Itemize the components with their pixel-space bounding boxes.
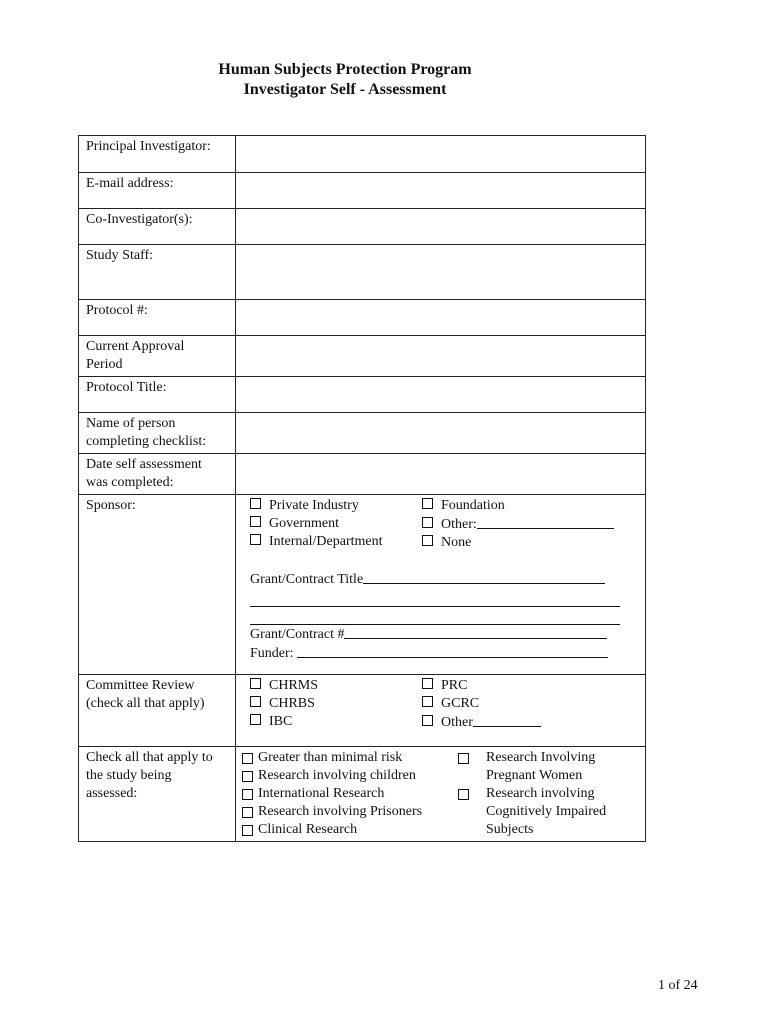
checkbox-icon[interactable] bbox=[422, 678, 433, 689]
committee-ibc[interactable]: IBC bbox=[250, 713, 422, 731]
grant-title-blank-line-2[interactable] bbox=[250, 589, 620, 607]
applies-research-prisoners[interactable]: Research involving Prisoners bbox=[242, 803, 458, 821]
committee-chrms[interactable]: CHRMS bbox=[250, 677, 422, 695]
checkbox-icon[interactable] bbox=[422, 696, 433, 707]
row-study-applies bbox=[79, 747, 646, 842]
row-co-investigators bbox=[79, 209, 646, 245]
date-completed-label: Date self assessment was completed: bbox=[79, 454, 236, 495]
applies-research-children[interactable]: Research involving children bbox=[242, 767, 458, 785]
checkbox-icon[interactable] bbox=[458, 789, 469, 800]
checkbox-icon[interactable] bbox=[242, 771, 253, 782]
grant-number-blank[interactable] bbox=[344, 625, 607, 639]
form-title-line-2: Investigator Self - Assessment bbox=[243, 81, 447, 98]
committee-prc[interactable]: PRC bbox=[422, 677, 541, 695]
co-investigators-label: Co-Investigator(s): bbox=[79, 209, 236, 245]
row-sponsor bbox=[79, 495, 646, 675]
committee-other[interactable]: Other bbox=[422, 713, 541, 732]
protocol-number-field[interactable] bbox=[236, 300, 646, 336]
principal-investigator-label: Principal Investigator: bbox=[79, 136, 236, 173]
applies-international-research[interactable]: International Research bbox=[242, 785, 458, 803]
row-principal-investigator bbox=[79, 136, 646, 173]
date-completed-field[interactable] bbox=[236, 454, 646, 495]
study-applies-field bbox=[236, 747, 646, 842]
committee-other-blank[interactable] bbox=[473, 713, 541, 727]
email-label: E-mail address: bbox=[79, 173, 236, 209]
checkbox-icon[interactable] bbox=[458, 753, 469, 764]
email-field[interactable] bbox=[236, 173, 646, 209]
funder-blank[interactable] bbox=[297, 644, 608, 658]
sponsor-label: Sponsor: bbox=[79, 495, 236, 675]
applies-pregnant-women[interactable]: Research Involving Pregnant Women bbox=[458, 749, 606, 785]
co-investigators-field[interactable] bbox=[236, 209, 646, 245]
sponsor-foundation[interactable]: Foundation bbox=[422, 497, 614, 515]
row-protocol-number bbox=[79, 300, 646, 336]
page-number: 1 of 24 bbox=[658, 978, 698, 993]
assessment-form-table bbox=[78, 135, 646, 842]
protocol-title-field[interactable] bbox=[236, 377, 646, 413]
study-applies-label: Check all that apply to the study being assessed: bbox=[79, 747, 236, 842]
protocol-number-label: Protocol #: bbox=[79, 300, 236, 336]
principal-investigator-field[interactable] bbox=[236, 136, 646, 173]
applies-clinical-research[interactable]: Clinical Research bbox=[242, 821, 458, 839]
grant-title-row: Grant/Contract Title bbox=[250, 570, 638, 589]
grant-title-blank-line-3[interactable] bbox=[250, 607, 620, 625]
person-completing-field[interactable] bbox=[236, 413, 646, 454]
form-title-line-1: Human Subjects Protection Program bbox=[218, 61, 472, 78]
checkbox-icon[interactable] bbox=[422, 715, 433, 726]
checkbox-icon[interactable] bbox=[422, 517, 433, 528]
row-date-completed bbox=[79, 454, 646, 495]
row-person-completing bbox=[79, 413, 646, 454]
checkbox-icon[interactable] bbox=[250, 516, 261, 527]
checkbox-icon[interactable] bbox=[422, 498, 433, 509]
sponsor-private-industry[interactable]: Private Industry bbox=[250, 497, 422, 515]
checkbox-icon[interactable] bbox=[250, 498, 261, 509]
applies-greater-than-minimal-risk[interactable]: Greater than minimal risk bbox=[242, 749, 458, 767]
checkbox-icon[interactable] bbox=[242, 807, 253, 818]
sponsor-other[interactable]: Other: bbox=[422, 515, 614, 534]
row-protocol-title bbox=[79, 377, 646, 413]
study-staff-label: Study Staff: bbox=[79, 245, 236, 300]
checkbox-icon[interactable] bbox=[242, 753, 253, 764]
study-staff-field[interactable] bbox=[236, 245, 646, 300]
protocol-title-label: Protocol Title: bbox=[79, 377, 236, 413]
funder-row: Funder: bbox=[250, 644, 638, 663]
grant-title-blank[interactable] bbox=[363, 570, 605, 584]
committee-review-field bbox=[236, 675, 646, 747]
person-completing-label: Name of person completing checklist: bbox=[79, 413, 236, 454]
committee-gcrc[interactable]: GCRC bbox=[422, 695, 541, 713]
sponsor-field bbox=[236, 495, 646, 675]
checkbox-icon[interactable] bbox=[250, 714, 261, 725]
sponsor-none[interactable]: None bbox=[422, 534, 614, 552]
sponsor-other-blank[interactable] bbox=[477, 515, 614, 529]
checkbox-icon[interactable] bbox=[250, 696, 261, 707]
row-study-staff bbox=[79, 245, 646, 300]
checkbox-icon[interactable] bbox=[242, 789, 253, 800]
row-committee-review bbox=[79, 675, 646, 747]
approval-period-field[interactable] bbox=[236, 336, 646, 377]
checkbox-icon[interactable] bbox=[422, 535, 433, 546]
committee-chrbs[interactable]: CHRBS bbox=[250, 695, 422, 713]
checkbox-icon[interactable] bbox=[250, 678, 261, 689]
row-approval-period bbox=[79, 336, 646, 377]
sponsor-internal-department[interactable]: Internal/Department bbox=[250, 533, 422, 551]
checkbox-icon[interactable] bbox=[242, 825, 253, 836]
checkbox-icon[interactable] bbox=[250, 534, 261, 545]
approval-period-label: Current Approval Period bbox=[79, 336, 236, 377]
row-email bbox=[79, 173, 646, 209]
grant-number-row: Grant/Contract # bbox=[250, 625, 638, 644]
applies-cognitively-impaired[interactable]: Research involving Cognitively Impaired Subjects bbox=[458, 785, 606, 839]
sponsor-government[interactable]: Government bbox=[250, 515, 422, 533]
committee-review-label: Committee Review (check all that apply) bbox=[79, 675, 236, 747]
